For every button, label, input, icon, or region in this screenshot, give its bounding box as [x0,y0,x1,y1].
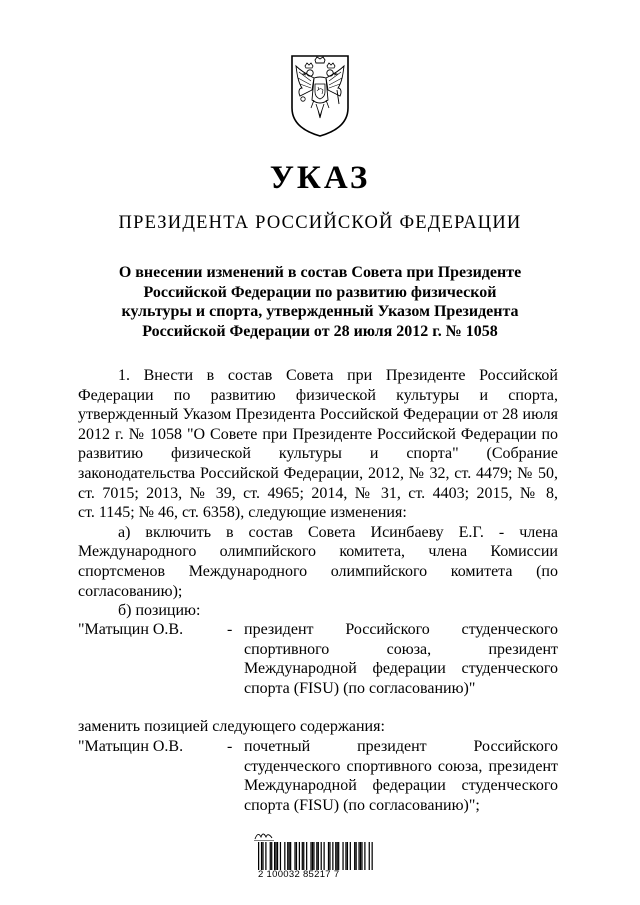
barcode-bar [369,842,370,870]
barcode-bar [289,842,290,870]
barcode-bar [358,842,359,870]
barcode-bar [302,842,303,870]
position-name: "Матыцин О.В. [78,738,184,755]
position-description [244,737,558,815]
barcode-bar [372,842,373,870]
barcode-bar [275,842,276,870]
barcode-bar [271,842,272,870]
position-description-line: Международной федерации студенческого [244,660,558,678]
barcode-bar [290,842,291,870]
barcode-bar [321,842,322,870]
paragraph-1-line: Федерации по развитию физической культуры и спорта, [78,386,558,404]
barcode-bar [354,842,355,870]
barcode-bar [312,842,313,870]
russian-double-headed-eagle-emblem-icon [288,50,352,138]
barcode-bar [265,842,266,870]
paragraph-a-line: Международного олимпийского комитета, члена Комиссии [78,543,558,561]
barcode-bar [284,842,285,870]
position-dash: - [227,621,233,638]
barcode-bar [258,842,259,870]
paragraph-1-line: ст. 7015; 2013, № 39, ст. 4965; 2014, № 31, ст. 4403; 2015, № 8, [78,484,558,502]
paragraph-b-line: б) позицию: [118,602,201,620]
position-description [244,620,558,698]
barcode-bar [364,842,365,870]
barcode-bar [270,842,271,870]
barcode-bar [261,842,262,870]
position-name: "Матыцин О.В. [78,621,184,638]
barcode-bar [342,842,343,870]
barcode-bar [332,842,333,870]
barcode-bar [347,842,348,870]
barcode-bar [337,842,338,870]
paragraph-a-line: а) включить в состав Совета Исинбаеву Е.Г. - члена [118,523,558,541]
stamp-mark-icon [253,828,275,842]
paragraph-1-line: законодательства Российской Федерации, 2012, № 32, ст. 4479; № 50, [78,464,558,482]
document-subtitle: ПРЕЗИДЕНТА РОССИЙСКОЙ ФЕДЕРАЦИИ [118,213,522,233]
barcode-bar [345,842,346,870]
heading-line: Российской Федерации по развитию физической [143,283,497,301]
barcode-bar [262,842,263,870]
barcode-icon [258,842,373,870]
barcode-bar [313,842,314,870]
paragraph-1-line: ст. 1145; № 46, ст. 6358), следующие изменения: [78,504,407,522]
heading-line: культуры и спорта, утвержденный Указом Президента [121,303,519,320]
barcode-bar [338,842,339,870]
position-dash: - [227,738,233,755]
barcode-bar [350,842,351,870]
barcode-bar [277,842,278,870]
position-description-line: Международной федерации студенческого [244,777,558,795]
paragraph-a-line: согласованию); [78,582,183,600]
replace-instruction: заменить позицией следующего содержания: [78,718,385,735]
barcode-bar [329,842,330,870]
paragraph-1-line: 1. Внести в состав Совета при Президенте Российской [118,367,558,384]
barcode-bar [324,842,325,870]
barcode-bar [280,842,281,870]
barcode-bar [328,842,329,870]
barcode-bar [303,842,304,870]
barcode-bar [310,842,311,870]
decree-body [78,366,558,621]
decree-heading [90,263,550,341]
barcode-bar [318,842,319,870]
document-title: УКАЗ [269,160,371,196]
position-description-line: спорта (FISU) (по согласованию)"; [244,796,480,814]
barcode-bar [361,842,362,870]
position-description-line: почетный президент Российского [244,738,558,755]
heading-line: О внесении изменений в состав Совета при Президенте [118,264,522,281]
position-description-line: спорта (FISU) (по согласованию)" [244,679,476,697]
barcode-bar [287,842,288,870]
barcode-bar [306,842,307,870]
paragraph-a-line: спортсменов Международного олимпийского комитета (по [78,562,558,580]
heading-line: Российской Федерации от 28 июля 2012 г. № 1058 [142,322,498,340]
barcode-bar [335,842,336,870]
barcode-bar [356,842,357,870]
paragraph-1-line: утвержденный Указом Президента Российской Федерации от 28 июля [78,406,558,424]
position-description-line: президент Российского студенческого [244,621,558,638]
paragraph-1-line: 2012 г. № 1058 "О Совете при Президенте Российской Федерации по [78,425,558,443]
barcode-bar [296,842,297,870]
barcode-bar [274,842,275,870]
barcode-bar [299,842,300,870]
position-description-line: студенческого спортивного союза, президент [244,757,558,775]
barcode-bar [294,842,295,870]
barcode-bar [316,842,317,870]
paragraph-1-line: развитию физической культуры и спорта" (Собрание [78,445,558,463]
barcode-number: 2 100032 85217 7 [258,869,340,880]
position-description-line: спортивного союза, президент [244,640,558,658]
barcode-bar [360,842,361,870]
